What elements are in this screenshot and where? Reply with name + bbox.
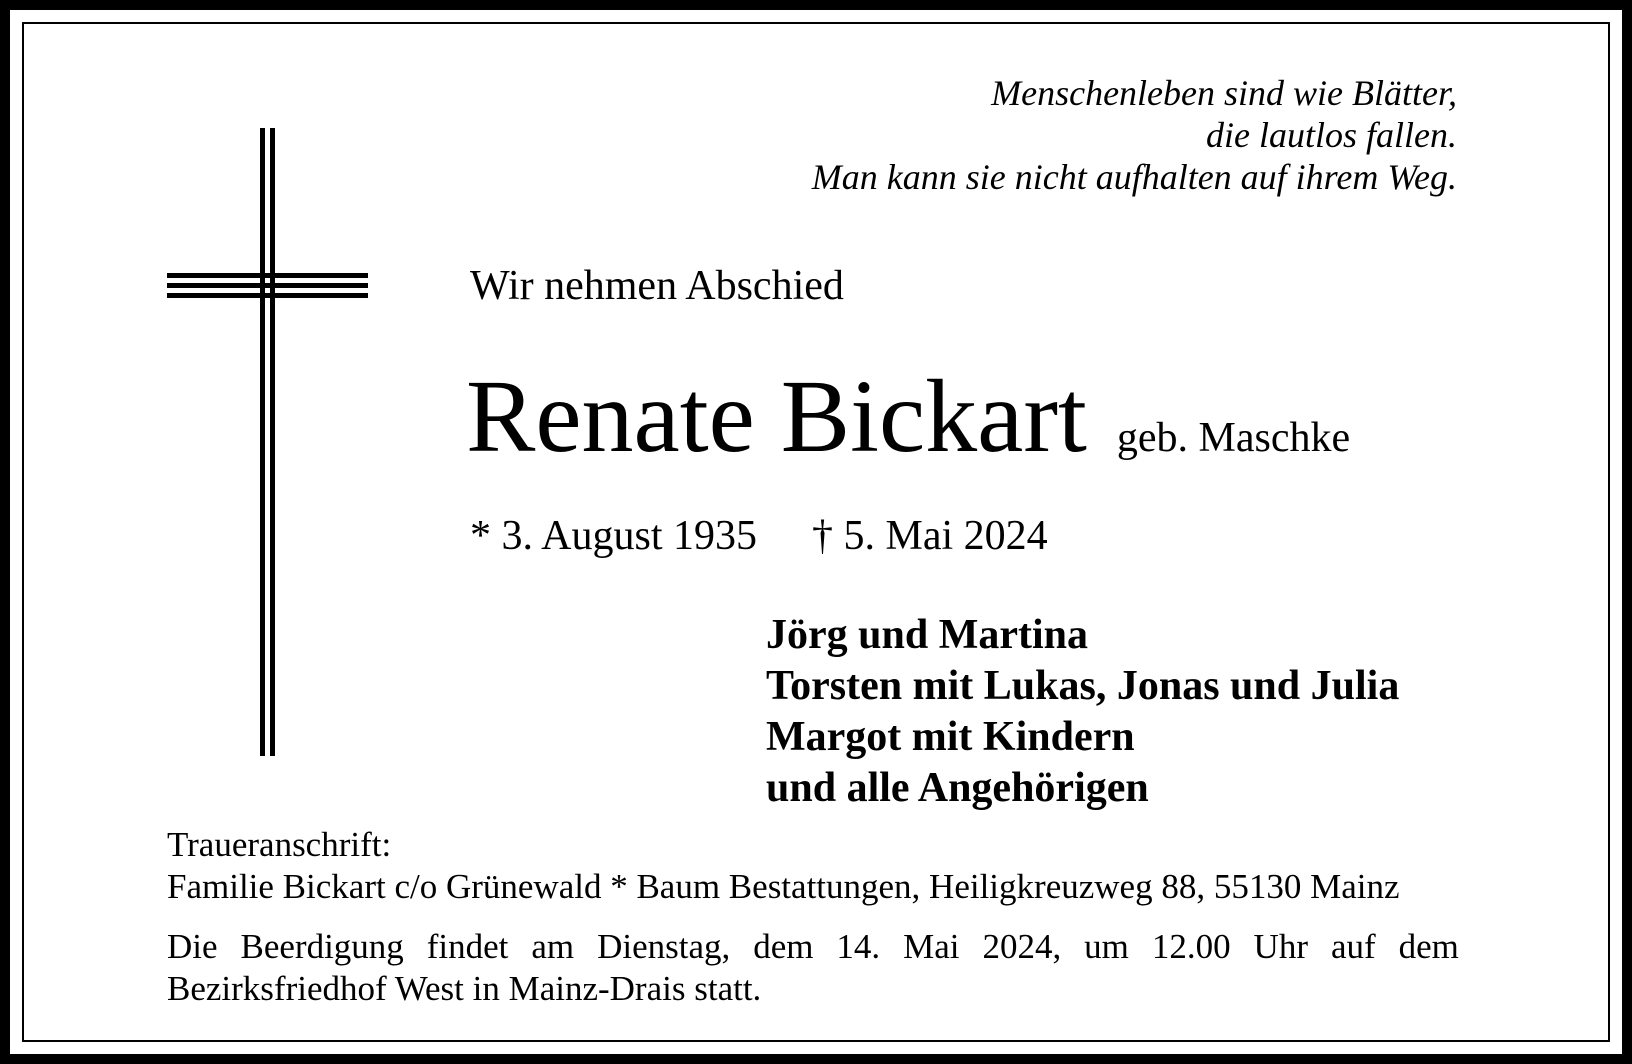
mourner-line: Margot mit Kindern (766, 714, 1135, 760)
motto-line: die lautlos fallen. (1206, 115, 1457, 155)
funeral-word: am (531, 927, 575, 966)
funeral-line-1 (167, 926, 1459, 968)
funeral-word: dem (753, 927, 814, 966)
motto-verse (812, 72, 1457, 198)
latin-cross-icon (167, 128, 368, 756)
birth-date: * 3. August 1935 (470, 513, 758, 559)
mourner-line: Torsten mit Lukas, Jonas und Julia (766, 663, 1400, 709)
funeral-notice (167, 926, 1459, 1010)
funeral-word: Uhr (1253, 927, 1308, 966)
funeral-word: um (1084, 927, 1129, 966)
funeral-word: dem (1398, 927, 1459, 966)
funeral-word: Dienstag, (597, 927, 731, 966)
funeral-word: Die (167, 927, 218, 966)
mourners-list (766, 610, 1399, 814)
funeral-word: 2024, (982, 927, 1062, 966)
funeral-word: findet (426, 927, 509, 966)
funeral-word: Mai (903, 927, 960, 966)
maiden-name: geb. Maschke (1116, 415, 1351, 461)
motto-line: Man kann sie nicht aufhalten auf ihrem Weg. (811, 157, 1457, 197)
mourner-line: Jörg und Martina (766, 612, 1089, 658)
motto-line: Menschenleben sind wie Blätter, (991, 73, 1457, 113)
mourner-line: und alle Angehörigen (766, 765, 1149, 811)
mourning-address (167, 824, 1400, 908)
funeral-word: 12.00 (1151, 927, 1231, 966)
funeral-word: auf (1330, 927, 1376, 966)
funeral-word: Beerdigung (240, 927, 404, 966)
funeral-line-2: Bezirksfriedhof West in Mainz-Drais statt. (167, 969, 762, 1008)
life-dates (470, 512, 1048, 560)
death-date: † 5. Mai 2024 (812, 513, 1048, 559)
deceased-name-line (466, 359, 1351, 474)
deceased-name: Renate Bickart (466, 359, 1087, 474)
address-text: Familie Bickart c/o Grünewald * Baum Bestattungen, Heiligkreuzweg 88, 55130 Mainz (167, 867, 1400, 906)
address-label: Traueranschrift: (167, 825, 392, 864)
funeral-word: 14. (836, 927, 881, 966)
farewell-intro: Wir nehmen Abschied (470, 263, 844, 309)
